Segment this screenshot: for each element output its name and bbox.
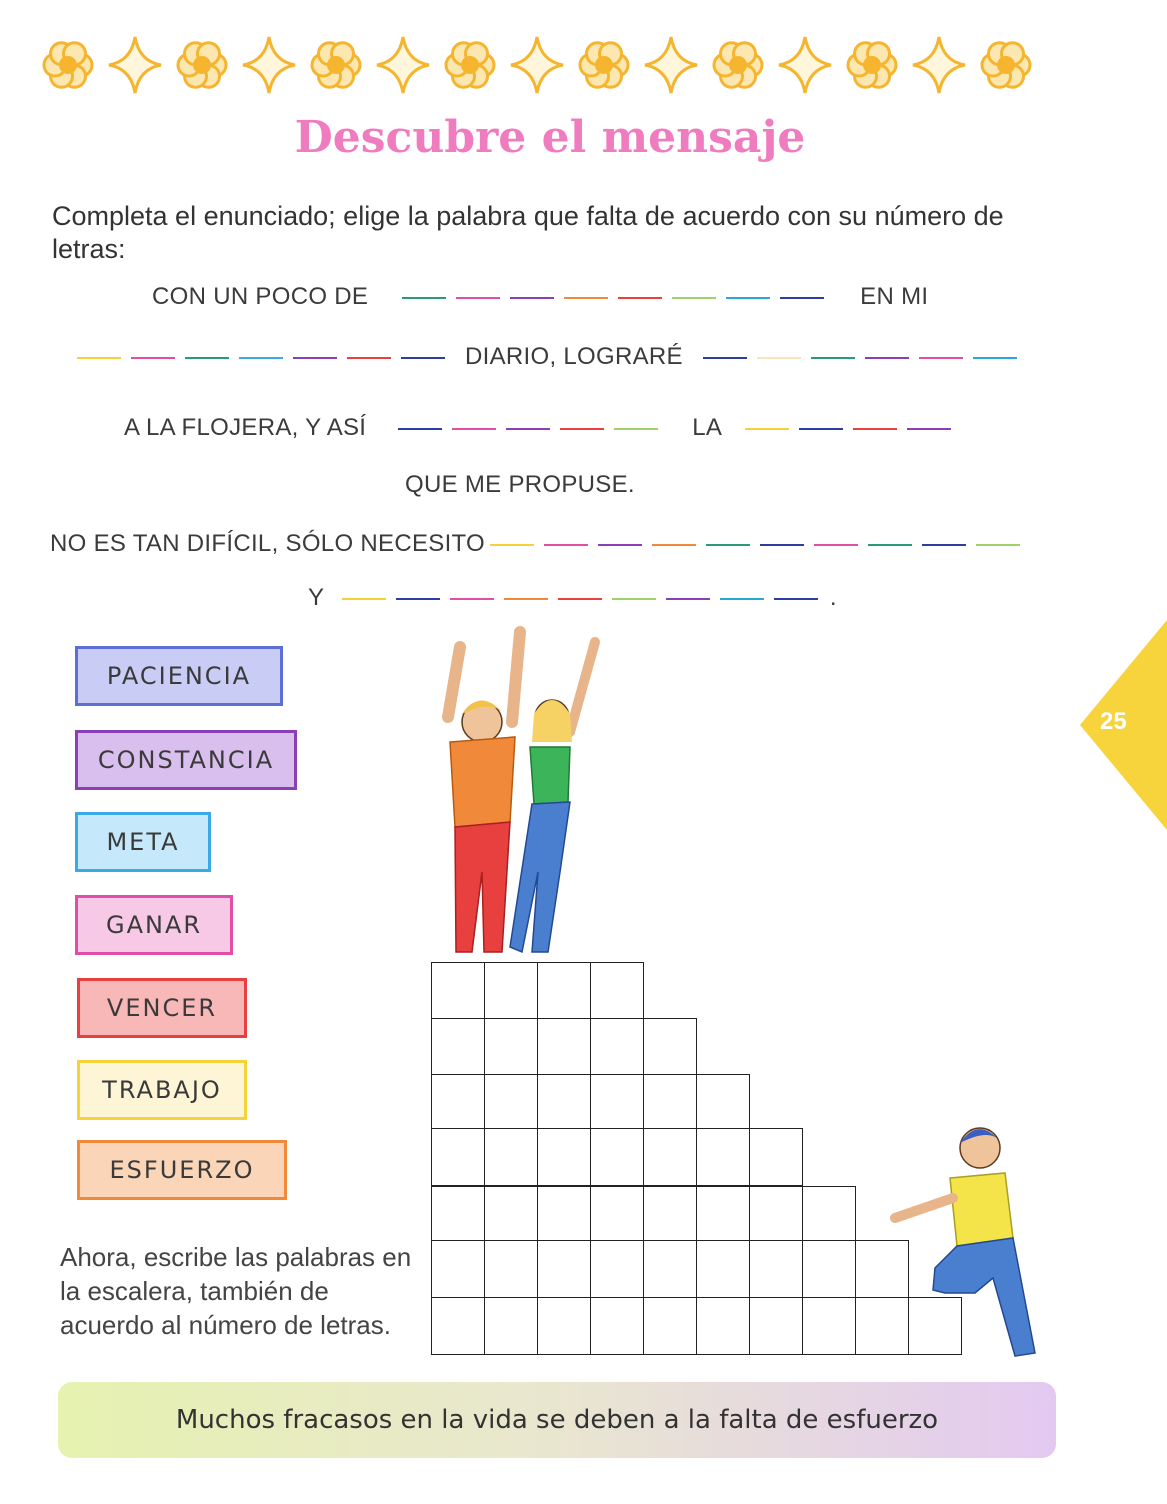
star-icon bbox=[645, 37, 697, 93]
celebrating-couple-illustration bbox=[420, 622, 620, 962]
letter-blank[interactable] bbox=[703, 357, 747, 359]
letter-cell[interactable] bbox=[431, 1074, 485, 1132]
letter-blank[interactable] bbox=[976, 544, 1020, 546]
quote-text: Muchos fracasos en la vida se deben a la falta de esfuerzo bbox=[175, 1405, 939, 1435]
letter-cell[interactable] bbox=[431, 1018, 485, 1076]
letter-blank[interactable] bbox=[973, 357, 1017, 359]
flower-icon bbox=[178, 43, 226, 88]
sentence-text: DIARIO, LOGRARÉ bbox=[464, 343, 683, 370]
letter-blank[interactable] bbox=[814, 544, 858, 546]
letter-blank[interactable] bbox=[865, 357, 909, 359]
letter-cell[interactable] bbox=[484, 1240, 538, 1298]
sentence-line-2 bbox=[72, 343, 1022, 371]
letter-blank[interactable] bbox=[456, 297, 500, 299]
letter-blank[interactable] bbox=[490, 544, 534, 546]
letter-blank[interactable] bbox=[907, 428, 951, 430]
letter-blank[interactable] bbox=[853, 428, 897, 430]
letter-cell[interactable] bbox=[643, 1018, 697, 1076]
letter-cell[interactable] bbox=[484, 1128, 538, 1186]
letter-cell[interactable] bbox=[537, 962, 591, 1020]
letter-cell[interactable] bbox=[590, 1018, 644, 1076]
letter-cell[interactable] bbox=[431, 1128, 485, 1186]
letter-cell[interactable] bbox=[590, 1240, 644, 1298]
letter-cell[interactable] bbox=[643, 1128, 697, 1186]
letter-cell[interactable] bbox=[484, 1297, 538, 1355]
letter-cell[interactable] bbox=[749, 1128, 803, 1186]
star-icon bbox=[243, 37, 295, 93]
letter-blank[interactable] bbox=[450, 598, 494, 600]
ladder-instruction: Ahora, escribe las palabras en la escalera, también de acuerdo al número de letras. bbox=[60, 1242, 412, 1340]
word-box-paciencia[interactable]: PACIENCIA bbox=[75, 646, 283, 706]
sentence-line-3 bbox=[124, 414, 956, 442]
letter-blank[interactable] bbox=[544, 544, 588, 546]
letter-blank[interactable] bbox=[564, 297, 608, 299]
letter-cell[interactable] bbox=[590, 1074, 644, 1132]
letter-cell[interactable] bbox=[537, 1074, 591, 1132]
star-icon bbox=[913, 37, 965, 93]
flower-icon bbox=[714, 43, 762, 88]
letter-blank[interactable] bbox=[131, 357, 175, 359]
letter-blank[interactable] bbox=[504, 598, 548, 600]
letter-blank[interactable] bbox=[510, 297, 554, 299]
letter-blank[interactable] bbox=[760, 544, 804, 546]
climbing-boy-illustration bbox=[885, 1118, 1055, 1363]
word-box-meta[interactable]: META bbox=[75, 812, 211, 872]
letter-blank[interactable] bbox=[618, 297, 662, 299]
letter-blank[interactable] bbox=[614, 428, 658, 430]
letter-cell[interactable] bbox=[537, 1240, 591, 1298]
sentence-line-5 bbox=[50, 530, 1025, 558]
letter-blank[interactable] bbox=[342, 598, 386, 600]
letter-cell[interactable] bbox=[484, 1018, 538, 1076]
letter-cell[interactable] bbox=[749, 1297, 803, 1355]
letter-cell[interactable] bbox=[590, 1186, 644, 1244]
letter-blank[interactable] bbox=[598, 544, 642, 546]
word-box-ganar[interactable]: GANAR bbox=[75, 895, 233, 955]
letter-cell[interactable] bbox=[643, 1297, 697, 1355]
letter-cell[interactable] bbox=[537, 1297, 591, 1355]
flower-icon bbox=[848, 43, 896, 88]
flower-icon bbox=[44, 43, 92, 88]
letter-cell[interactable] bbox=[696, 1074, 750, 1132]
sentence-line-4: QUE ME PROPUSE. bbox=[405, 471, 635, 498]
flower-icon bbox=[580, 43, 628, 88]
letter-cell[interactable] bbox=[590, 1297, 644, 1355]
word-box-constancia[interactable]: CONSTANCIA bbox=[75, 730, 297, 790]
star-icon bbox=[109, 37, 161, 93]
letter-blank[interactable] bbox=[293, 357, 337, 359]
word-box-vencer[interactable]: VENCER bbox=[77, 978, 247, 1038]
blank-group[interactable] bbox=[393, 414, 663, 442]
sentence-text: . bbox=[829, 584, 837, 611]
letter-cell[interactable] bbox=[749, 1240, 803, 1298]
letter-cell[interactable] bbox=[590, 962, 644, 1020]
letter-cell[interactable] bbox=[802, 1297, 856, 1355]
letter-blank[interactable] bbox=[919, 357, 963, 359]
letter-blank[interactable] bbox=[868, 544, 912, 546]
letter-blank[interactable] bbox=[506, 428, 550, 430]
letter-blank[interactable] bbox=[558, 598, 602, 600]
blank-group[interactable] bbox=[698, 343, 1022, 371]
page-title: Descubre el mensaje bbox=[294, 112, 806, 163]
letter-cell[interactable] bbox=[643, 1074, 697, 1132]
letter-blank[interactable] bbox=[672, 297, 716, 299]
letter-blank[interactable] bbox=[774, 598, 818, 600]
star-icon bbox=[377, 37, 429, 93]
letter-blank[interactable] bbox=[185, 357, 229, 359]
letter-blank[interactable] bbox=[652, 544, 696, 546]
letter-cell[interactable] bbox=[749, 1186, 803, 1244]
letter-cell[interactable] bbox=[537, 1186, 591, 1244]
letter-blank[interactable] bbox=[452, 428, 496, 430]
letter-cell[interactable] bbox=[696, 1297, 750, 1355]
letter-blank[interactable] bbox=[757, 357, 801, 359]
flower-icon bbox=[446, 43, 494, 88]
sentence-text: EN MI bbox=[860, 283, 929, 310]
sentence-text: Y bbox=[308, 584, 324, 611]
letter-blank[interactable] bbox=[347, 357, 391, 359]
sentence-line-1 bbox=[152, 283, 928, 311]
sentence-text: LA bbox=[692, 414, 721, 441]
sentence-text: A LA FLOJERA, Y ASÍ bbox=[124, 414, 367, 441]
letter-cell[interactable] bbox=[537, 1018, 591, 1076]
letter-cell[interactable] bbox=[484, 1074, 538, 1132]
letter-blank[interactable] bbox=[398, 428, 442, 430]
letter-blank[interactable] bbox=[666, 598, 710, 600]
letter-blank[interactable] bbox=[396, 598, 440, 600]
letter-blank[interactable] bbox=[811, 357, 855, 359]
letter-cell[interactable] bbox=[643, 1186, 697, 1244]
letter-blank[interactable] bbox=[799, 428, 843, 430]
instruction-text: Completa el enunciado; elige la palabra que falta de acuerdo con su número de letras: bbox=[52, 201, 1004, 264]
letter-cell[interactable] bbox=[696, 1186, 750, 1244]
letter-blank[interactable] bbox=[706, 544, 750, 546]
letter-cell[interactable] bbox=[802, 1240, 856, 1298]
flower-icon bbox=[982, 43, 1030, 88]
letter-cell[interactable] bbox=[537, 1128, 591, 1186]
letter-cell[interactable] bbox=[431, 1186, 485, 1244]
letter-cell[interactable] bbox=[643, 1240, 697, 1298]
letter-blank[interactable] bbox=[720, 598, 764, 600]
letter-blank[interactable] bbox=[726, 297, 770, 299]
letter-cell[interactable] bbox=[431, 1240, 485, 1298]
letter-blank[interactable] bbox=[612, 598, 656, 600]
flower-star-border bbox=[40, 30, 1040, 100]
word-box-trabajo[interactable]: TRABAJO bbox=[77, 1060, 247, 1120]
sentence-line-6 bbox=[308, 584, 837, 612]
blank-group[interactable] bbox=[337, 584, 823, 612]
page-number: 25 bbox=[1100, 708, 1127, 735]
flower-icon bbox=[312, 43, 360, 88]
letter-cell[interactable] bbox=[484, 962, 538, 1020]
letter-blank[interactable] bbox=[560, 428, 604, 430]
sentence-text: CON UN POCO DE bbox=[152, 283, 369, 310]
letter-blank[interactable] bbox=[77, 357, 121, 359]
blank-group[interactable] bbox=[397, 283, 829, 311]
star-icon bbox=[511, 37, 563, 93]
blank-group[interactable] bbox=[72, 343, 450, 371]
letter-cell[interactable] bbox=[802, 1186, 856, 1244]
letter-blank[interactable] bbox=[401, 357, 445, 359]
letter-cell[interactable] bbox=[696, 1240, 750, 1298]
sentence-text: NO ES TAN DIFÍCIL, SÓLO NECESITO bbox=[50, 530, 486, 557]
letter-cell[interactable] bbox=[431, 1297, 485, 1355]
letter-blank[interactable] bbox=[402, 297, 446, 299]
letter-cell[interactable] bbox=[484, 1186, 538, 1244]
blank-group[interactable] bbox=[485, 530, 1025, 558]
letter-blank[interactable] bbox=[745, 428, 789, 430]
star-icon bbox=[779, 37, 831, 93]
letter-blank[interactable] bbox=[780, 297, 824, 299]
letter-cell[interactable] bbox=[590, 1128, 644, 1186]
blank-group[interactable] bbox=[740, 414, 956, 442]
letter-cell[interactable] bbox=[431, 962, 485, 1020]
letter-blank[interactable] bbox=[239, 357, 283, 359]
word-box-esfuerzo[interactable]: ESFUERZO bbox=[77, 1140, 287, 1200]
letter-cell[interactable] bbox=[696, 1128, 750, 1186]
letter-blank[interactable] bbox=[922, 544, 966, 546]
